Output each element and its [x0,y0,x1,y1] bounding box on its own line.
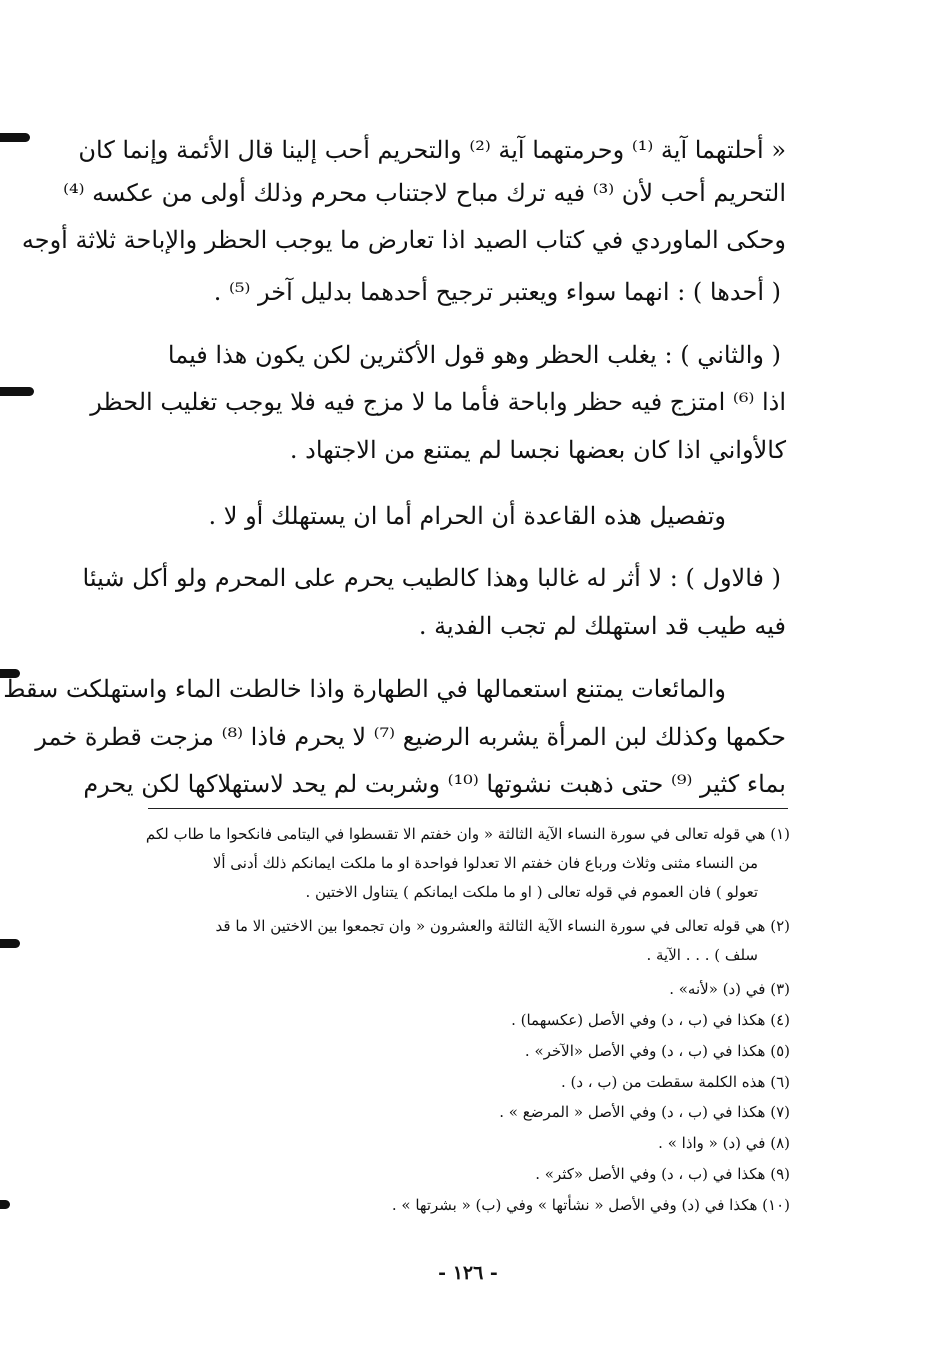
body-line: ( فالاول ) : لا أثر له غالبا وهذا كالطيب يحرم على المحرم ولو أكل شيئا [82,564,781,592]
body-line: وتفصيل هذه القاعدة أن الحرام أما ان يستهلك أو لا . [208,502,726,530]
body-line: كالأواني اذا كان بعضها نجسا لم يمتنع من الاجتهاد . [289,436,786,464]
body-line: اذا ⁽⁶⁾ امتزج فيه حظر واباحة فأما ما لا مزج فيه فلا يوجب تغليب الحظر [90,388,786,416]
body-line: حكمها وكذلك لبن المرأة يشربه الرضيع ⁽⁷⁾ لا يحرم فاذا ⁽⁸⁾ مزجت قطرة خمر [35,723,786,751]
footnote-line: (١) هي قوله تعالى في سورة النساء الآية الثالثة « وان خفتم الا تقسطوا في اليتامى فانكحوا ما طاب لكم [145,825,790,843]
scan-edge-mark [0,387,34,396]
footnote-line: (٣) في (د) «لأنه» . [669,980,790,998]
body-line: فيه طيب قد استهلك لم تجب الفدية . [418,612,786,640]
footnote-separator [148,808,788,809]
page-number: - ١٢٦ - [438,1262,498,1284]
footnote-line: (٩) هكذا في (ب ، د) وفي الأصل «كثر» . [535,1165,790,1183]
body-line: وحكى الماوردي في كتاب الصيد اذا تعارض ما يوجب الحظر والإباحة ثلاثة أوجه [21,226,786,254]
body-line: بماء كثير ⁽⁹⁾ حتى ذهبت نشوتها ⁽¹⁰⁾ وشربت لم يحد لاستهلاكها لكن يحرم [83,770,786,798]
footnote-line: تعولو ) فان العموم في قوله تعالى ( او ما ملكت ايمانكم ) يتناول الاختين . [305,883,758,901]
footnote-line: (٨) في (د) « واذا » . [658,1134,790,1152]
footnote-line: (٤) هكذا في (ب ، د) وفي الأصل (عكسهما) . [511,1011,790,1029]
scan-edge-mark [0,939,20,948]
body-line: ( والثاني ) : يغلب الحظر وهو قول الأكثرين لكن يكون هذا فيما [167,341,781,369]
footnote-line: (٥) هكذا في (ب ، د) وفي الأصل «الآخر» . [524,1042,790,1060]
body-line: والمائعات يمتنع استعمالها في الطهارة واذا خالطت الماء واستهلكت سقط [3,675,726,703]
footnote-line: (١٠) هكذا في (د) وفي الأصل « نشأتها » وفي (ب) « بشرتها » . [391,1196,790,1214]
body-line: ( أحدها ) : انهما سواء ويعتبر ترجيح أحدهما بدليل آخر ⁽⁵⁾ . [213,278,781,306]
scan-edge-mark [0,1200,10,1209]
footnote-line: سلف ) . . . الآية . [646,946,758,964]
footnote-line: (٢) هي قوله تعالى في سورة النساء الآية الثالثة والعشرون « وان تجمعوا بين الاختين الا ما قد [215,917,790,935]
footnote-line: من النساء مثنى وثلاث ورباع فان خفتم الا تعدلوا فواحدة او ما ملكت ايمانكم ذلك أدنى ألا [212,854,758,872]
footnote-line: (٧) هكذا في (ب ، د) وفي الأصل « المرضع » . [499,1103,790,1121]
scan-edge-mark [0,133,30,142]
body-line: « أحلتهما آية ⁽¹⁾ وحرمتهما آية ⁽²⁾ والتحريم أحب إلينا قال الأئمة وإنما كان [78,136,786,164]
footnote-line: (٦) هذه الكلمة سقطت من (ب ، د) . [560,1073,790,1091]
body-line: التحريم أحب لأن ⁽³⁾ فيه ترك مباح لاجتناب محرم وذلك أولى من عكسه ⁽⁴⁾ [63,179,786,207]
